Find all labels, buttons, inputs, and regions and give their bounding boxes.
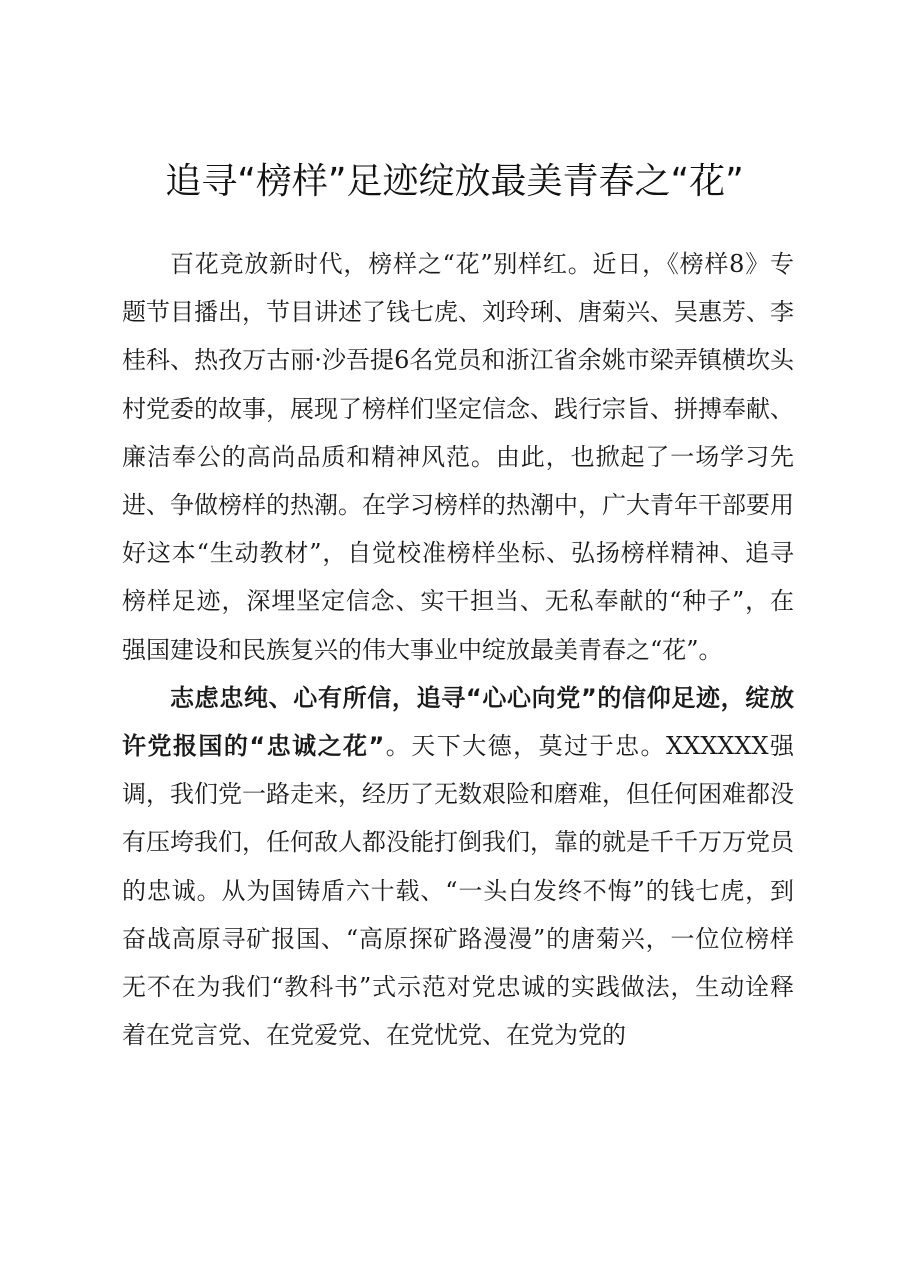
- paragraph-lead-heading: 志虑忠纯、心有所信，追寻“心心向党”的信仰足迹，绽放许党报国的“忠诚之花”: [122, 683, 794, 761]
- paragraph-text: 。天下大德，莫过于忠。XXXXXX强调，我们党一路走来，经历了无数艰险和磨难，但任何困难都没有压垮我们，任何敌人都没能打倒我们，靠的就是千千万万党员的忠诚。从为国铸盾六十载、“一头白发终不悔”的钱七虎，到奋战高原寻矿报国、“高原探矿路漫漫”的唐菊兴，一位位榜样无不在为我们“教科书”式示范对党忠诚的实践做法，生动诠释着在党言党、在党爱党、在党忧党、在党为党的: [122, 732, 795, 1050]
- paragraph-text: 百花竞放新时代，榜样之“花”别样红。近日，《榜样8》专题节目播出，节目讲述了钱七虎、刘玲琍、唐菊兴、吴惠芳、李桂科、热孜万古丽·沙吾提6名党员和浙江省余姚市梁弄镇横坎头村党委的故事，展现了榜样们坚定信念、践行宗旨、拼搏奉献、廉洁奉公的高尚品质和精神风范。由此，也掀起了一场学习先进、争做榜样的热潮。在学习榜样的热潮中，广大青年干部要用好这本“生动教材”，自觉校准榜样坐标、弘扬榜样精神、追寻榜样足迹，深埋坚定信念、实干担当、无私奉献的“种子”，在强国建设和民族复兴的伟大事业中绽放最美青春之“花”。: [122, 250, 794, 664]
- page-title: 追寻“榜样”足迹绽放最美青春之“花”: [165, 161, 744, 202]
- document-body: [122, 240, 794, 1059]
- paragraph-intro: [122, 240, 794, 674]
- paragraph-loyalty: [122, 674, 794, 1060]
